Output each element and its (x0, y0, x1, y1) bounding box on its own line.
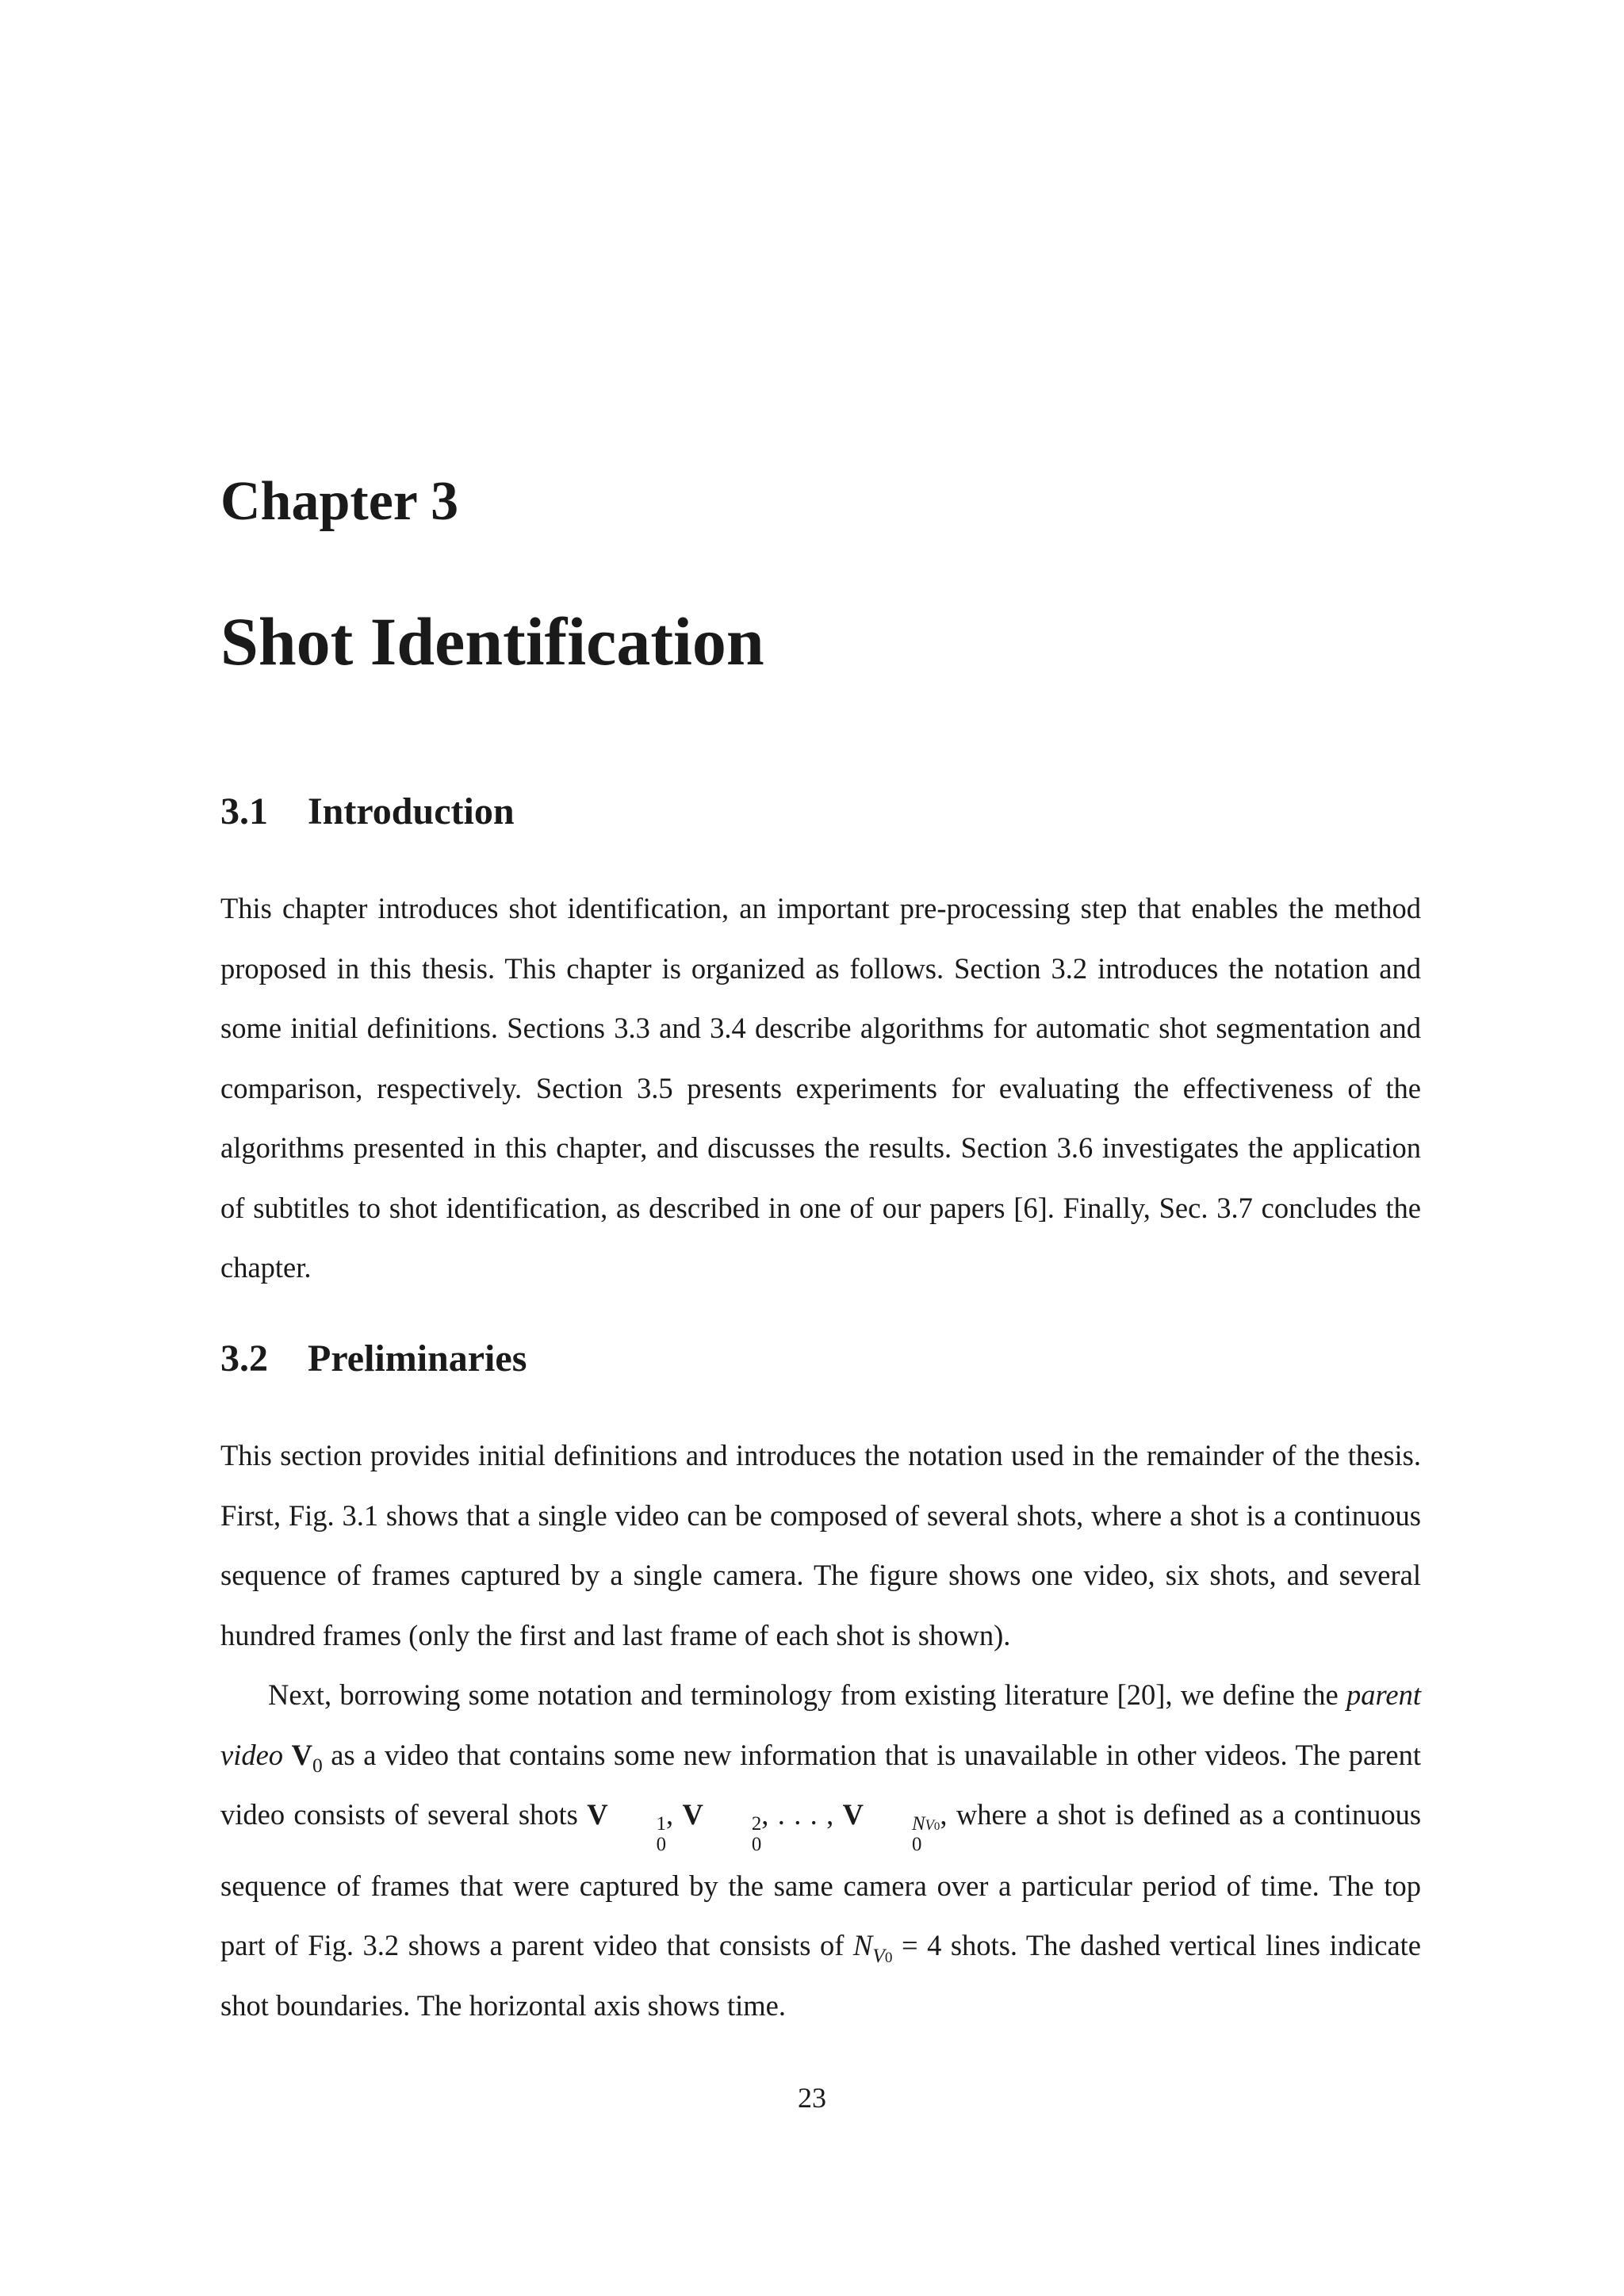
math-shot-count: $N_{V0}$ (852, 1929, 893, 1967)
section-title: Introduction (308, 790, 515, 832)
page-number: 23 (798, 2082, 826, 2114)
math-parent-video: V (291, 1738, 312, 1771)
introduction-paragraph: This chapter introduces shot identification, an important pre-processing step that enables the method proposed in this thesis. This chapter is organized as follows. Section 3.2 introduces the notation and some initial definitions. Sections 3.3 and 3.4 describe algorithms for automatic shot segmentation and comparison, respectively. Section 3.5 presents experiments for evaluating the effectiveness of the algorithms presented in this chapter, and discusses the results. Section 3.6 investigates the application of subtitles to shot identification, as described in one of our papers [6]. Finally, Sec. 3.7 concludes the chapter. (220, 892, 1421, 1284)
chapter-title: Shot Identification (220, 603, 764, 679)
preliminaries-paragraph-1: This section provides initial definitions and introduces the notation used in the remainder of the thesis. First, Fig. 3.1 shows that a single video can be composed of several shots, where a shot is a continuous sequence of frames captured by a single camera. The figure shows one video, six shots, and several hundred frames (only the first and last frame of each shot is shown). (220, 1439, 1421, 1651)
section-heading-preliminaries (220, 1337, 527, 1380)
parent-video-term: parent video (220, 1678, 1421, 1771)
math-shot-sequence: V 1 0 , V 2 0 , . . . , V NV0 0 (587, 1798, 940, 1856)
preliminaries-body (220, 1425, 1421, 2035)
section-number: 3.1 (220, 790, 268, 832)
section-number: 3.2 (220, 1337, 268, 1380)
introduction-body (220, 878, 1421, 1298)
section-heading-introduction (220, 790, 515, 832)
chapter-label: Chapter 3 (220, 471, 459, 532)
section-title: Preliminaries (308, 1337, 527, 1380)
preliminaries-paragraph-2: Next, borrowing some notation and terminology from existing literature [20], we define the parent video $V_0$ as a video that contains some new information that is unavailable in other videos. The parent video consists of several shots V 1 0 , V 2 0 , . . . , V NV0 0 , where a shot is defined as a continuous sequence of frames that were captured by the same camera over a particular period of time. The top part of Fig. 3.2 shows a parent video that consists of $N_{V0} = 4$ shots. The dashed vertical lines indicate shot boundaries. The horizontal axis shows time. (220, 1678, 1422, 2022)
